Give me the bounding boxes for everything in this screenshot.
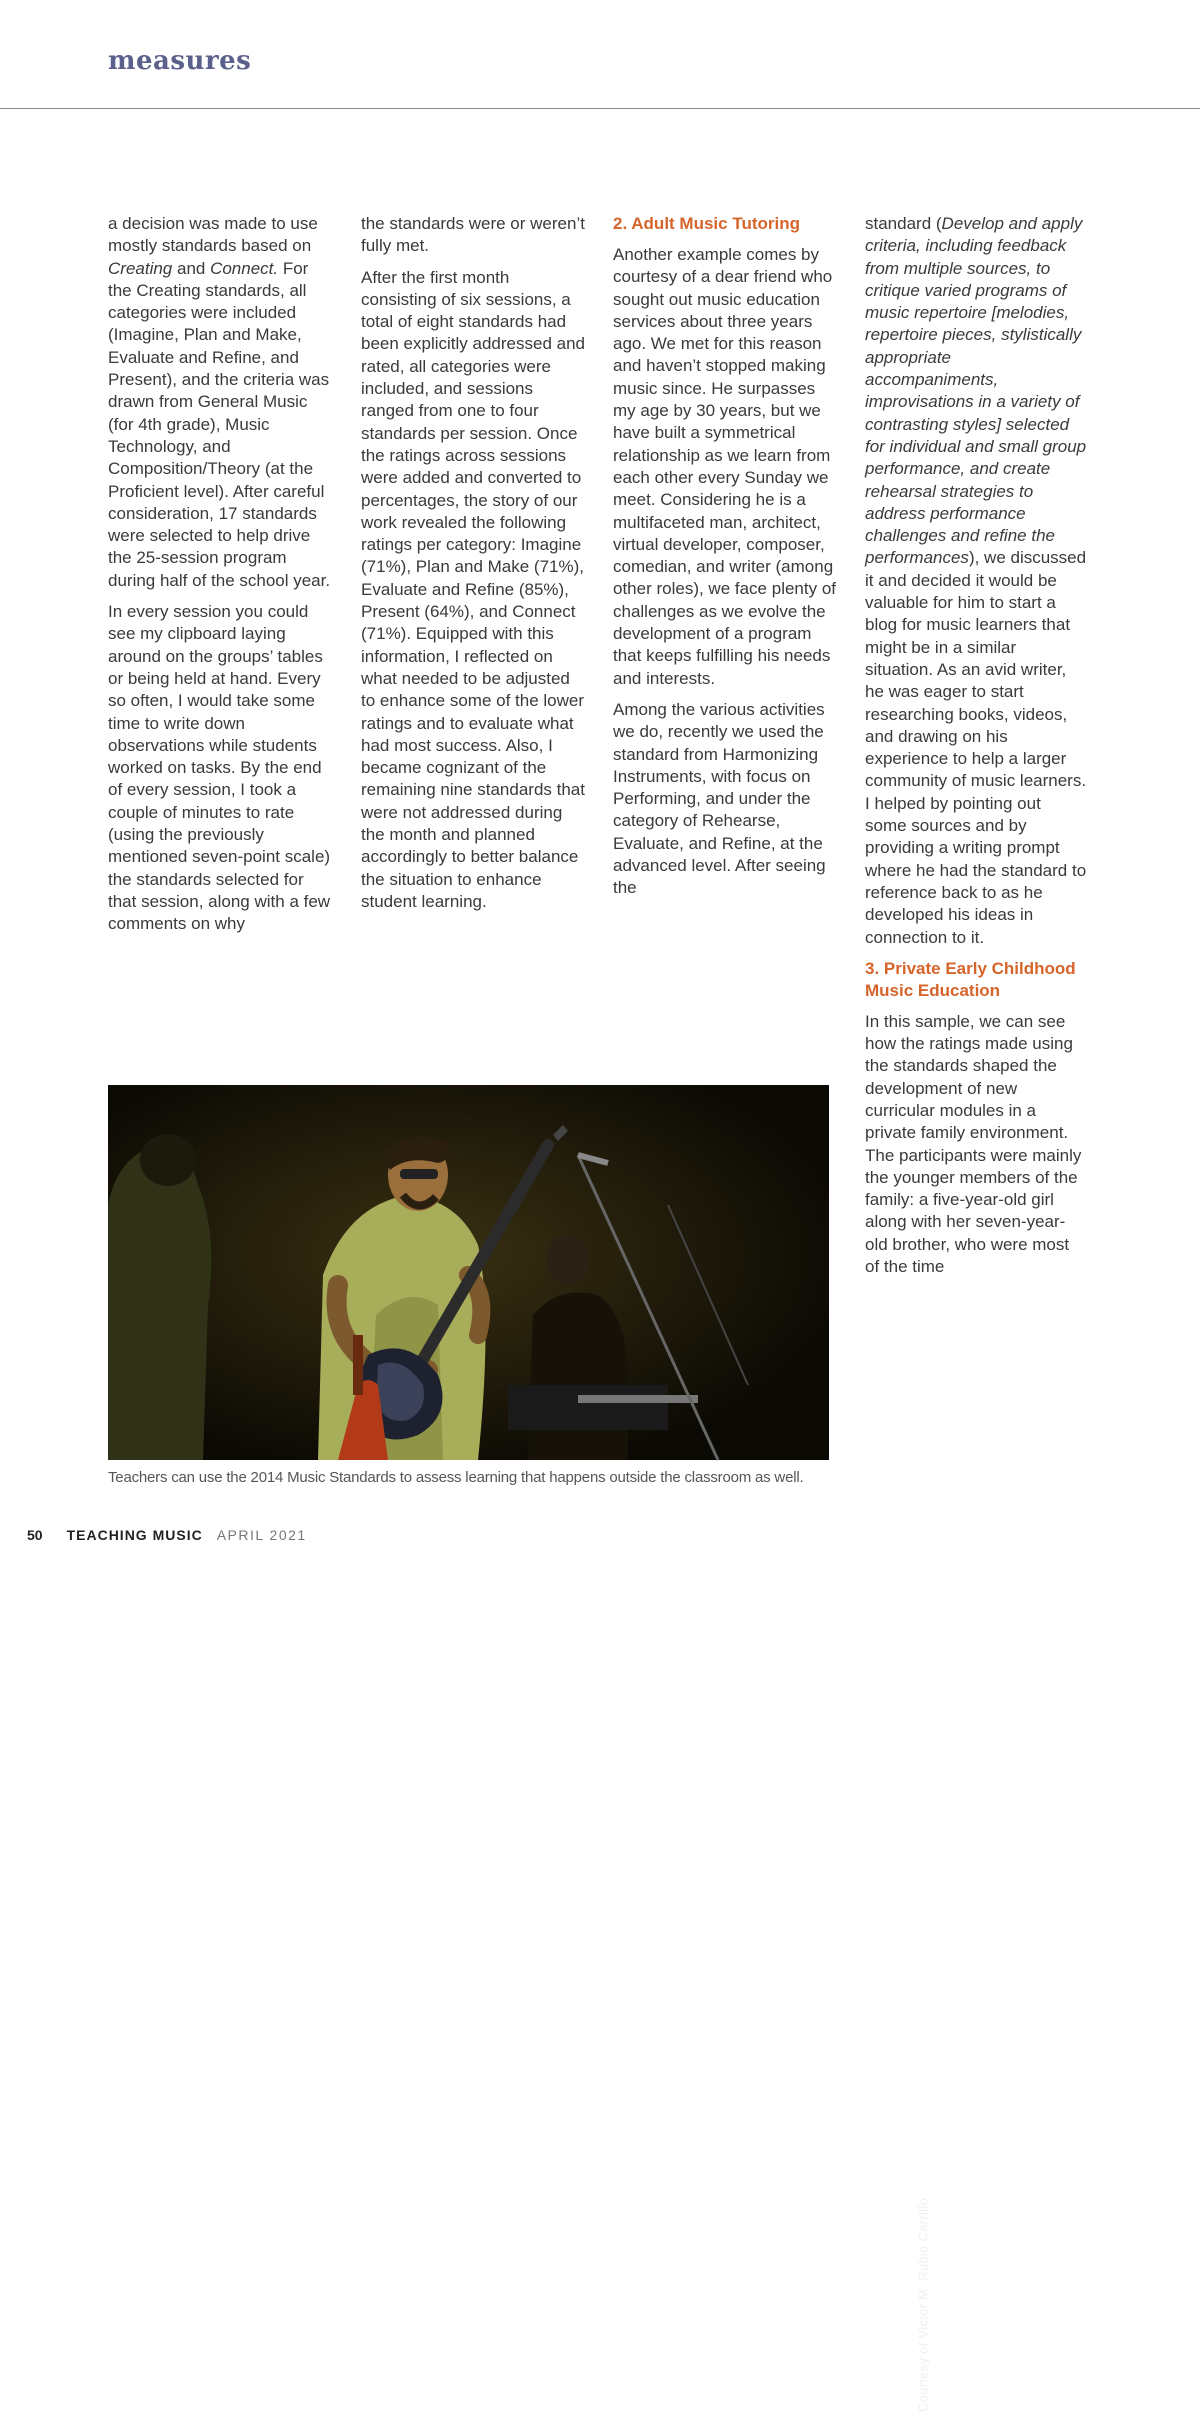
photo-caption: Teachers can use the 2014 Music Standards to assess learning that happens outside the classroom as well. [108, 1469, 804, 1486]
section-heading-early-childhood: 3. Private Early Childhood Music Education [865, 958, 1076, 1000]
page-number: 50 [27, 1527, 43, 1543]
photo-credit [913, 2185, 933, 2425]
col1-p1-text-a: a decision was made to use mostly standards based on [108, 214, 318, 256]
column-1 [108, 213, 334, 945]
section-heading-adult-tutoring: 2. Adult Music Tutoring [613, 214, 800, 233]
bass-player-illustration [108, 1085, 829, 1460]
col1-paragraph-2: In every session you could see my clipboard laying around on the groups’ tables or being held at hand. Every so often, I would take some time to write down observations while students worked on tasks. By the end of every session, I took a couple of minutes to rate (using the previously mentioned seven-point scale) the standards selected for that session, along with a few comments on why [108, 602, 331, 934]
col1-p1-text-b: and [172, 258, 211, 278]
page-footer [27, 1527, 307, 1547]
col2-paragraph-2: After the first month consisting of six sessions, a total of eight standards had been explicitly addressed and rated, all categories were included, and sessions ranged from one to four standards per session. Once the ratings across sessions were added and converted to percentages, the story of our work revealed the following ratings per category: Imagine (71%), Plan and Make (71%), Evaluate and Refine (85%), Present (64%), and Connect (71%). Equipped with this information, I reflected on what needed to be adjusted to enhance some of the lower ratings and to evaluate what had most success. Also, I became cognizant of the remaining nine standards that were not addressed during the month and planned accordingly to better balance the situation to enhance student learning. [361, 267, 585, 911]
col1-paragraph-1 [108, 213, 334, 592]
col2-paragraph-1: the standards were or weren’t fully met. [361, 214, 585, 256]
photo-credit-text: Courtesy of Victor M. Rubio Carrillo [915, 2197, 931, 2413]
col4-paragraph-2: In this sample, we can see how the ratings made using the standards shaped the development of new curricular modules in a private family environment. The participants were mainly the younger members of the family: a five-year-old girl along with her seven-year-old brother, who were most of the time [865, 1011, 1082, 1277]
column-2 [361, 213, 587, 922]
section-tag: measures [108, 46, 252, 76]
col1-p1-text-c: For the Creating standards, all categories were included (Imagine, Plan and Make, Evaluate and Refine, and Present), and the criteria was drawn from General Music (for 4th grade), Music Technology, and Composition/Theory (at the Proficient level). After careful consideration, 17 standards were selected to help drive the 25-session program during half of the school year. [108, 258, 331, 590]
col4-p1-standard-quote: Develop and apply criteria, including feedback from multiple sources, to critique varied programs of music repertoire [melodies, repertoire pieces, stylistically appropriate accompaniments, improvisations in a variety of contrasting styles] selected for individual and small group performance, and create rehearsal strategies to address performance challenges and refine the performances [865, 214, 1087, 568]
col1-p1-emphasis-connect: Connect. [210, 258, 279, 278]
col1-p1-emphasis-creating: Creating [108, 258, 173, 278]
col4-paragraph-1 [865, 213, 1087, 949]
column-4 [865, 213, 1087, 1287]
col3-paragraph-1: Another example comes by courtesy of a dear friend who sought out music education services about three years ago. We met for this reason and haven’t stopped making music since. He surpasses my age by 30 years, but we have built a symmetrical relationship as we learn from each other every Sunday we meet. Considering he is a multifaceted man, architect, virtual developer, composer, comedian, and writer (among other roles), we face plenty of challenges as we evolve the development of a program that keeps fulfilling his needs and interests. [613, 245, 837, 688]
header-divider [0, 108, 1200, 109]
col3-paragraph-2: Among the various activities we do, recently we used the standard from Harmonizing Instruments, with focus on Performing, and under the category of Rehearse, Evaluate, and Refine, at the advanced level. After seeing the [613, 699, 826, 898]
col4-p1-text-a: standard ( [865, 214, 942, 233]
issue-date: APRIL 2021 [216, 1527, 307, 1543]
magazine-title: TEACHING MUSIC [66, 1527, 203, 1543]
column-3 [613, 213, 839, 909]
col4-p1-text-b: ), we discussed it and decided it would be valuable for him to start a blog for music learners that might be in a similar situation. As an avid writer, he was eager to start researching books, videos, and drawing on his experience to help a larger community of music learners. I helped by pointing out some sources and by providing a writing prompt where he had the standard to reference back to as he developed his ideas in connection to it. [865, 548, 1087, 947]
